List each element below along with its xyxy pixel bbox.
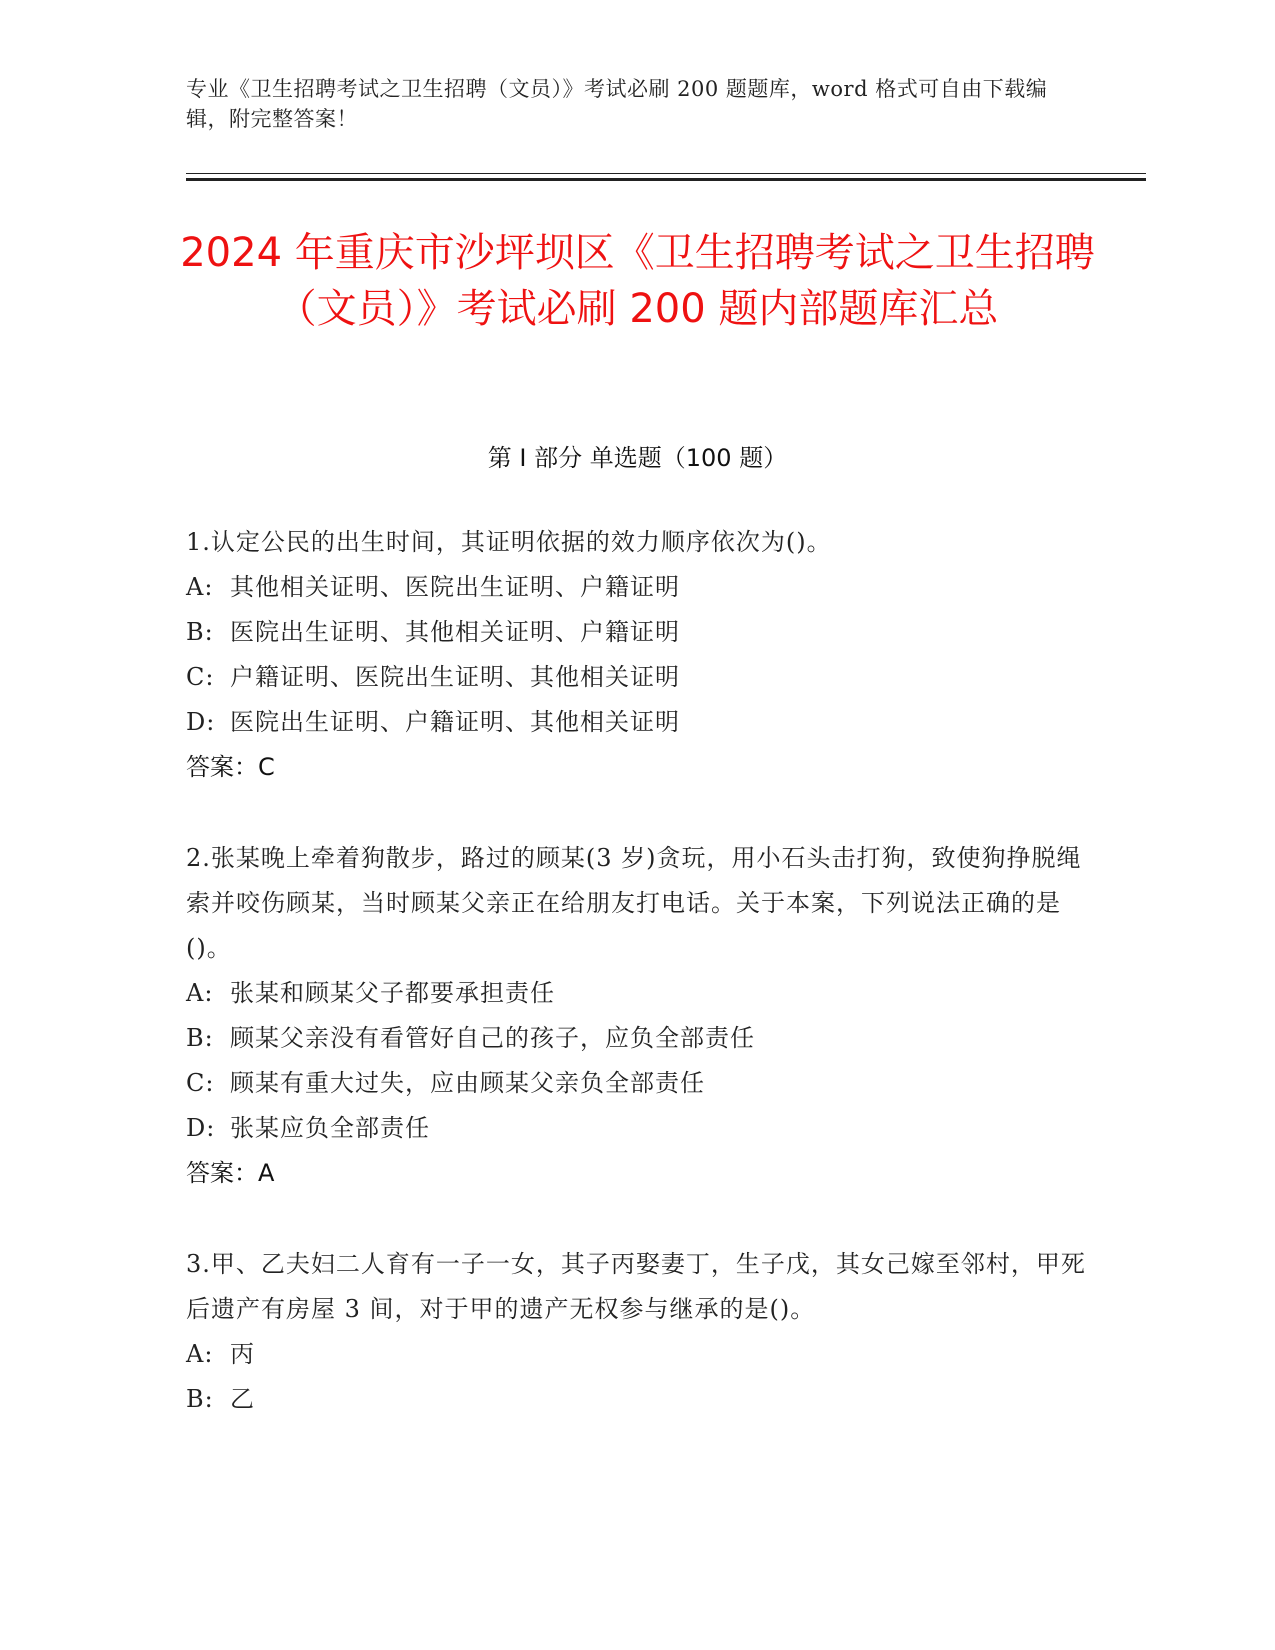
option-text: 户籍证明、医院出生证明、其他相关证明 xyxy=(230,663,680,691)
question-stem: 1.认定公民的出生时间，其证明依据的效力顺序依次为()。 xyxy=(186,528,832,556)
answer: 答案：C xyxy=(186,753,275,781)
option-key: A: xyxy=(186,1340,214,1368)
option-text: 医院出生证明、其他相关证明、户籍证明 xyxy=(230,618,680,646)
option-key: C: xyxy=(186,1069,215,1097)
option-key: D: xyxy=(186,708,216,736)
option-text: 顾某父亲没有看管好自己的孩子，应负全部责任 xyxy=(230,1024,755,1052)
option-b xyxy=(186,610,1086,655)
option-a xyxy=(186,971,1086,1016)
option-text: 其他相关证明、医院出生证明、户籍证明 xyxy=(230,573,680,601)
option-text: 张某应负全部责任 xyxy=(230,1114,430,1142)
option-key: A: xyxy=(186,979,214,1007)
header-divider-thick xyxy=(186,178,1146,181)
option-text: 丙 xyxy=(230,1340,255,1368)
option-text: 张某和顾某父子都要承担责任 xyxy=(230,979,555,1007)
option-key: C: xyxy=(186,663,215,691)
question-3 xyxy=(186,1242,1086,1422)
answer: 答案：A xyxy=(186,1159,275,1187)
option-key: B: xyxy=(186,1385,214,1413)
option-d xyxy=(186,1106,1086,1151)
option-a xyxy=(186,565,1086,610)
option-d xyxy=(186,700,1086,745)
option-key: A: xyxy=(186,573,214,601)
option-key: D: xyxy=(186,1114,216,1142)
question-stem: 3.甲、乙夫妇二人育有一子一女，其子丙娶妻丁，生子戊，其女己嫁至邻村，甲死后遗产有房屋 3 间，对于甲的遗产无权参与继承的是()。 xyxy=(186,1250,1086,1323)
option-b xyxy=(186,1377,1086,1422)
option-a xyxy=(186,1332,1086,1377)
section-heading: 第 I 部分 单选题（100 题） xyxy=(487,444,788,472)
option-key: B: xyxy=(186,1024,214,1052)
option-text: 顾某有重大过失，应由顾某父亲负全部责任 xyxy=(230,1069,705,1097)
option-c xyxy=(186,1061,1086,1106)
option-text: 乙 xyxy=(230,1385,255,1413)
question-stem: 2.张某晚上牵着狗散步，路过的顾某(3 岁)贪玩，用小石头击打狗，致使狗挣脱绳索并咬伤顾某，当时顾某父亲正在给朋友打电话。关于本案，下列说法正确的是()。 xyxy=(186,844,1082,962)
option-key: B: xyxy=(186,618,214,646)
question-2 xyxy=(186,836,1086,1196)
option-c xyxy=(186,655,1086,700)
document-title: 2024 年重庆市沙坪坝区《卫生招聘考试之卫生招聘（文员）》考试必刷 200 题内部题库汇总 xyxy=(180,230,1095,332)
header-divider-thin xyxy=(186,173,1146,174)
question-list xyxy=(186,520,1086,1468)
option-b xyxy=(186,1016,1086,1061)
header-note: 专业《卫生招聘考试之卫生招聘（文员）》考试必刷 200 题题库，word 格式可自由下载编辑，附完整答案！ xyxy=(186,77,1048,131)
question-1 xyxy=(186,520,1086,790)
option-text: 医院出生证明、户籍证明、其他相关证明 xyxy=(230,708,680,736)
